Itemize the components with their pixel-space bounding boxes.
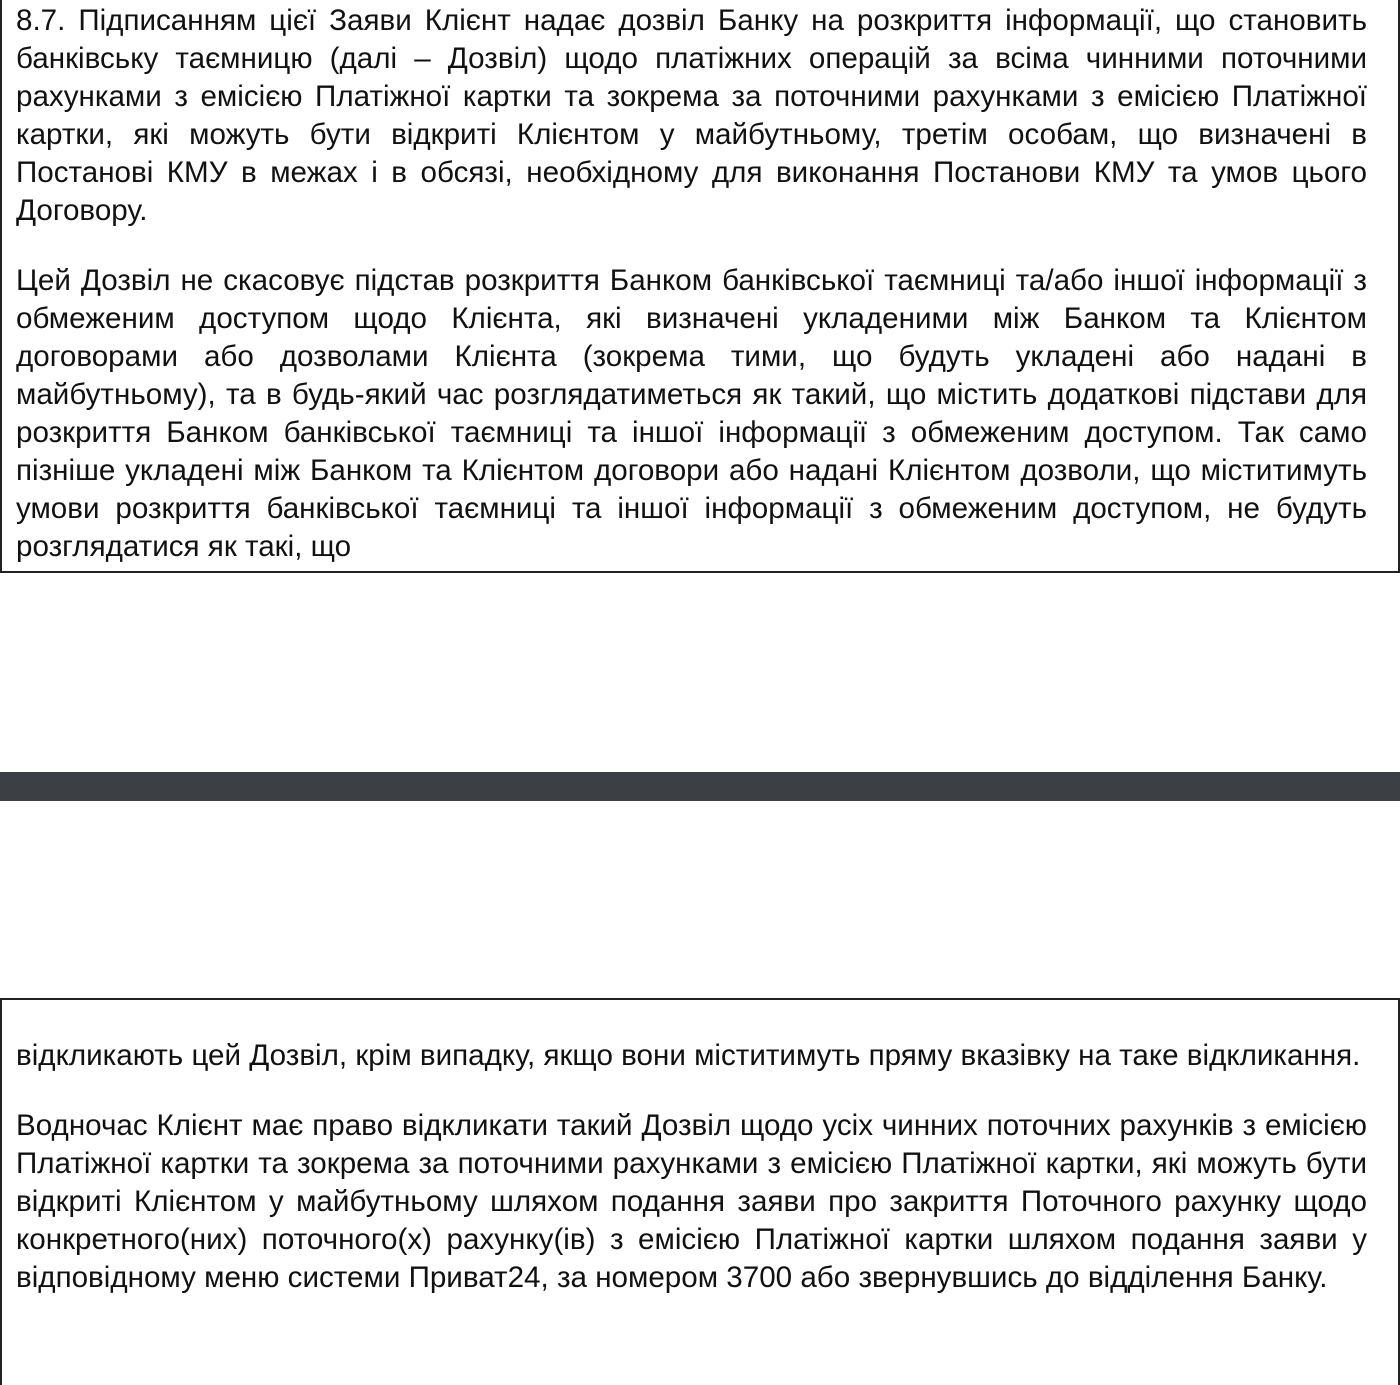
page-bottom-content	[16, 1037, 1367, 1329]
page-separator-bar	[0, 772, 1400, 801]
permission-scope-paragraph: Цей Дозвіл не скасовує підстав розкриття Банком банківської таємниці та/або іншої інформації з обмеженим доступом щодо Клієнта, які визначені укладеними між Банком та Клієнтом договорами або дозволами Клієнта (зокрема тими, що будуть укладені або надані в майбутньому), та в будь-який час розглядатиметься як такий, що містить додаткові підстави для розкриття Банком банківської таємниці та іншої інформації з обмеженим доступом. Так само пізніше укладені між Банком та Клієнтом договори або надані Клієнтом дозволи, що міститимуть умови розкриття банківської таємниці та іншої інформації з обмеженим доступом, не будуть розглядатися як такі, що	[16, 264, 1367, 563]
clause-8-7-paragraph: 8.7. Підписанням цієї Заяви Клієнт надає дозвіл Банку на розкриття інформації, що становить банківську таємницю (далі – Дозвіл) щодо платіжних операцій за всіма чинними поточними рахунками з емісією Платіжної картки та зокрема за поточними рахунками з емісією Платіжної картки, які можуть бути відкриті Клієнтом у майбутньому, третім особам, що визначені в Постанові КМУ в межах і в обсязі, необхідному для виконання Постанови КМУ та умов цього Договору.	[16, 4, 1367, 227]
document-page-top	[0, 0, 1400, 573]
revocation-paragraph: Водночас Клієнт має право відкликати такий Дозвіл щодо усіх чинних поточних рахунків з емісією Платіжної картки та зокрема за поточними рахунками з емісією Платіжної картки, які можуть бути відкриті Клієнтом у майбутньому шляхом подання заяви про закриття Поточного рахунку щодо конкретного(них) поточного(х) рахунку(ів) з емісією Платіжної картки шляхом подання заяви у відповідному меню системи Приват24, за номером 3700 або звернувшись до відділення Банку.	[16, 1109, 1367, 1294]
page-top-content	[16, 2, 1367, 573]
document-page-bottom	[0, 998, 1400, 1385]
continuation-paragraph: відкликають цей Дозвіл, крім випадку, якщо вони міститимуть пряму вказівку на таке відкликання.	[16, 1039, 1361, 1072]
